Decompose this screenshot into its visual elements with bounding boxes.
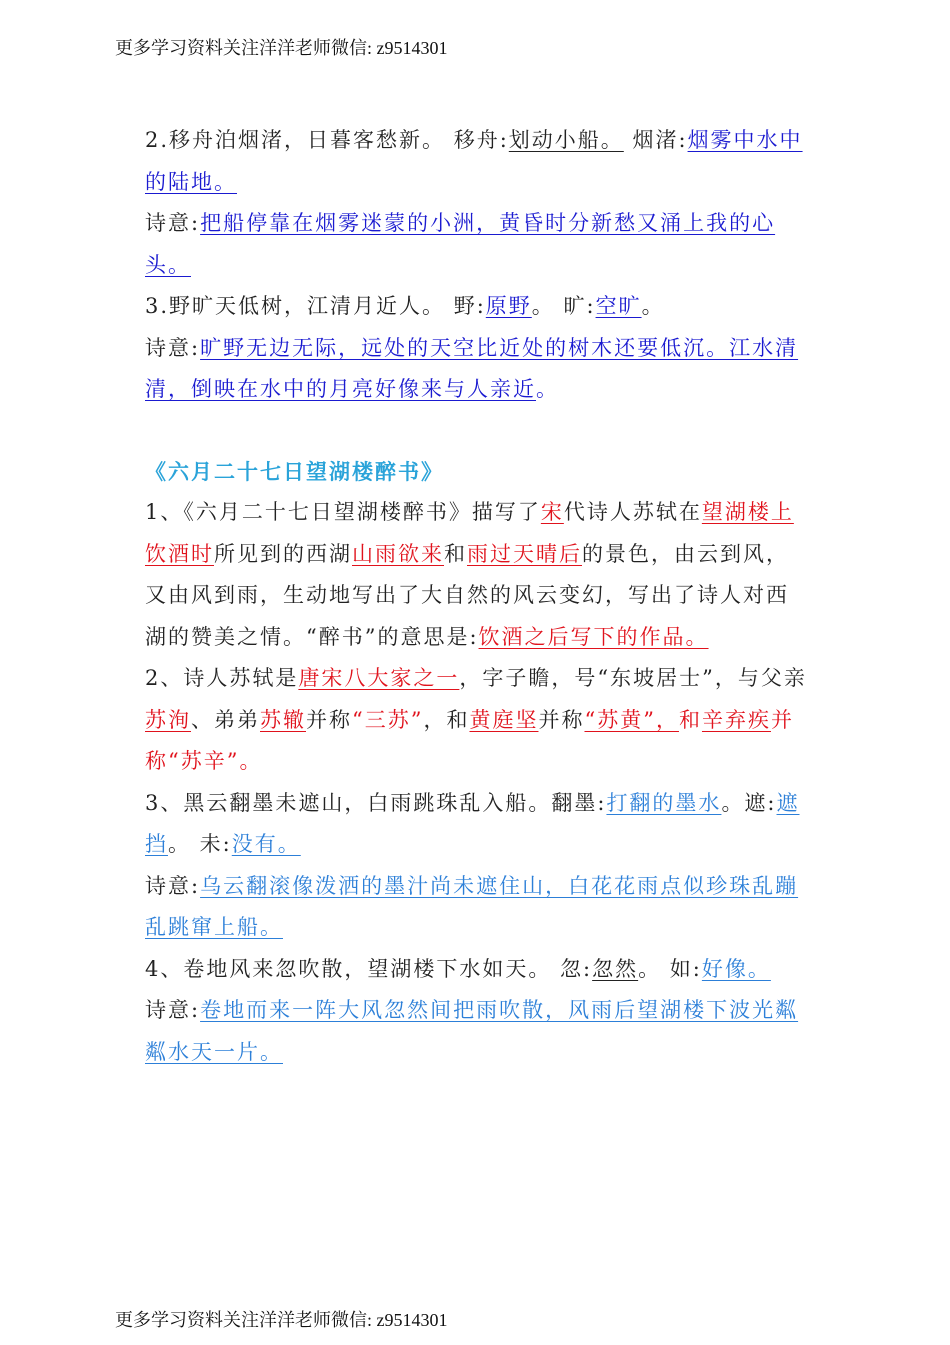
answer-zuishu: 饮酒之后写下的作品。	[478, 624, 709, 649]
text: 4、卷地风来忽吹散，望湖楼下水如天。 忽:	[145, 956, 593, 981]
text: 、弟弟	[191, 707, 260, 732]
document-body	[145, 120, 810, 1073]
answer-dynasty: 宋	[540, 500, 564, 524]
page-footer: 更多学习资料关注洋洋老师微信: z9514301	[115, 1310, 448, 1330]
paragraph-2	[145, 658, 810, 783]
line-text: 3.野旷天低树，江清月近人。 野:	[145, 294, 486, 318]
text: 代诗人苏轼在	[563, 500, 702, 524]
text: ，字子瞻，号“东坡居士”，与父亲	[459, 666, 807, 690]
meaning-line-3	[145, 328, 810, 411]
text-red: 和	[678, 707, 702, 732]
meaning-label: 诗意:	[145, 211, 201, 235]
meaning-label: 诗意:	[145, 998, 201, 1022]
answer-scene-2: 雨过天晴后	[467, 541, 582, 566]
meaning-paragraph-3	[145, 866, 810, 949]
answer-zhe: 遮挡	[145, 790, 800, 856]
answer-place: 望湖楼上饮酒时	[145, 500, 794, 566]
answer-sansu: “三苏”	[352, 707, 424, 732]
answer-yizhou: 划动小船。	[508, 128, 624, 152]
answer-xin: 辛弃疾	[701, 707, 771, 732]
text: 的景色，由云到风，又由风到雨，生动地写出了大自然的风云变幻，写出了诗人对西湖的赞美之情。“醉书”的意思是:	[145, 541, 789, 649]
answer-wei: 没有。	[231, 832, 301, 856]
answer-father: 苏洵	[145, 707, 191, 732]
section-title: 《六月二十七日望湖楼醉书》	[145, 458, 444, 484]
paragraph-1	[145, 492, 810, 658]
text: ，和	[423, 707, 470, 732]
answer-brother: 苏辙	[260, 707, 306, 732]
meaning-label: 诗意:	[145, 335, 201, 360]
meaning-text: 把船停靠在烟雾迷蒙的小洲，黄昏时分新愁又涌上我的心头。	[145, 211, 776, 277]
text: 。遮:	[721, 790, 777, 815]
answer-ru: 好像。	[701, 956, 771, 981]
meaning-text: 旷野无边无际，远处的天空比近处的树木还要低沉。江水清清，倒映在水中的月亮好像来与人亲近	[145, 335, 799, 401]
poem-line-2	[145, 120, 810, 203]
text: 并称	[538, 707, 585, 732]
text: 3、黑云翻墨未遮山，白雨跳珠乱入船。翻墨:	[145, 790, 607, 815]
meaning-paragraph-4	[145, 990, 810, 1073]
text: 1、《六月二十七日望湖楼醉书》描写了	[145, 500, 541, 524]
answer-scene-1: 山雨欲来	[352, 541, 444, 566]
paragraph-4	[145, 949, 810, 991]
answer-suxin: “苏辛”	[168, 749, 240, 773]
meaning-text: 乌云翻滚像泼洒的墨汁尚未遮住山，白花花雨点似珍珠乱蹦乱跳窜上船。	[145, 873, 799, 939]
answer-yanzhu: 烟雾中水中的陆地。	[145, 128, 803, 194]
meaning-end: 。	[536, 377, 559, 401]
section-gap	[145, 411, 810, 451]
line-text: 烟渚:	[623, 128, 688, 152]
answer-hu: 忽然	[592, 956, 639, 981]
page-header: 更多学习资料关注洋洋老师微信: z9514301	[115, 38, 448, 58]
answer-fanmo: 打翻的墨水	[606, 790, 722, 815]
text-red: 。	[239, 749, 263, 773]
poem-line-3	[145, 286, 810, 328]
answer-huang: 黄庭坚	[469, 707, 539, 732]
line-text: 2.移舟泊烟渚，日暮客愁新。 移舟:	[145, 128, 509, 152]
text-red: 并称	[145, 707, 794, 773]
line-text: 。	[641, 294, 665, 318]
text: 并称	[306, 707, 352, 732]
answer-ye: 原野	[485, 294, 532, 318]
line-text: 。 旷:	[531, 294, 596, 318]
text: 。 未:	[168, 832, 232, 856]
answer-tangsong: 唐宋八大家之一	[298, 666, 460, 690]
meaning-line-2	[145, 203, 810, 286]
meaning-text: 卷地而来一阵大风忽然间把雨吹散，风雨后望湖楼下波光粼粼水天一片。	[145, 998, 799, 1064]
answer-suhuang: “苏黄”，	[584, 707, 679, 732]
text: 2、诗人苏轼是	[145, 666, 299, 690]
answer-kuang: 空旷	[595, 294, 642, 318]
text: 所见到的西湖	[214, 541, 352, 566]
text: 和	[444, 541, 467, 566]
meaning-label: 诗意:	[145, 873, 201, 898]
text: 。 如:	[638, 956, 702, 981]
paragraph-3	[145, 783, 810, 866]
